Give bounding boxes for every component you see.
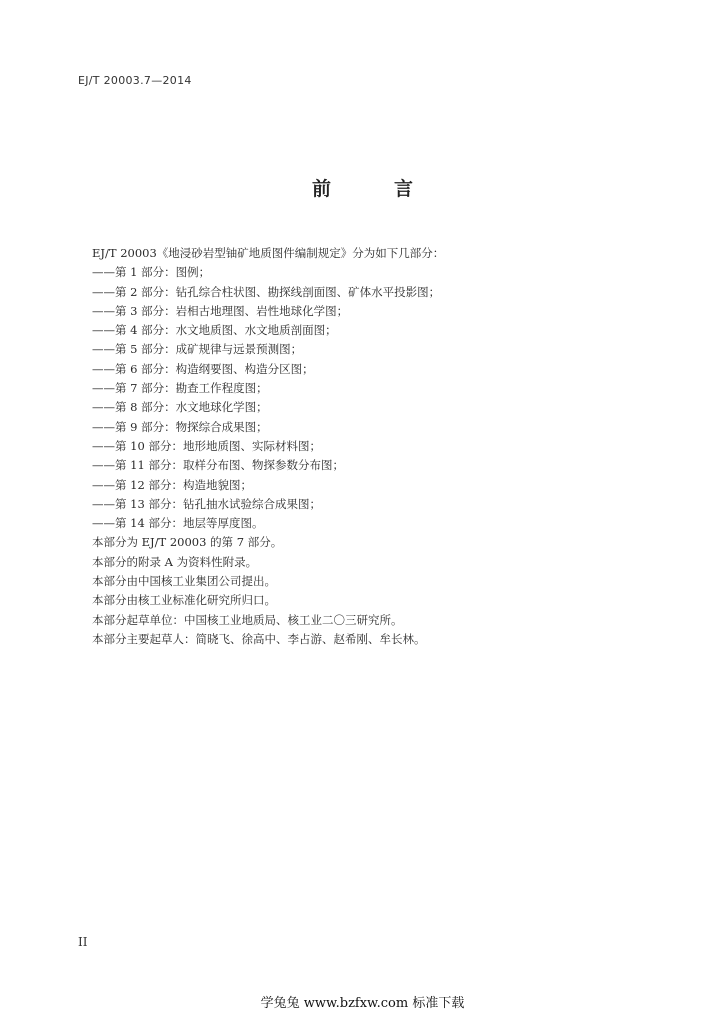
list-item: ——第 11 部分：取样分布图、物探参数分布图； [92, 458, 344, 473]
note-line: 本部分主要起草人：简晓飞、徐高中、李占游、赵希刚、牟长林。 [92, 631, 426, 646]
list-item: ——第 4 部分：水文地质图、水文地质剖面图； [92, 323, 337, 338]
note-line: 本部分起草单位：中国核工业地质局、核工业二〇三研究所。 [92, 612, 403, 627]
note-line: 本部分由核工业标准化研究所归口。 [92, 593, 276, 608]
list-item: ——第 1 部分：图例； [92, 265, 211, 280]
notes-list [92, 533, 652, 649]
note-line: 本部分由中国核工业集团公司提出。 [92, 574, 276, 589]
list-item: ——第 3 部分：岩相古地理图、岩性地球化学图； [92, 303, 349, 318]
list-item: ——第 10 部分：地形地质图、实际材料图； [92, 438, 321, 453]
list-item: ——第 12 部分：构造地貌图； [92, 477, 252, 492]
parts-list [92, 263, 652, 533]
list-item: ——第 6 部分：构造纲要图、构造分区图； [92, 361, 314, 376]
list-item: ——第 2 部分：钻孔综合柱状图、勘探线剖面图、矿体水平投影图； [92, 284, 441, 299]
footer-watermark: 学兔兔 www.bzfxw.com 标准下载 [260, 996, 465, 1011]
intro-paragraph: EJ/T 20003《地浸砂岩型铀矿地质图件编制规定》分为如下几部分： [92, 246, 445, 260]
standard-code: EJ/T 20003.7—2014 [78, 74, 192, 87]
note-line: 本部分的附录 A 为资料性附录。 [92, 554, 258, 569]
page-title: 前 言 [311, 178, 435, 200]
list-item: ——第 13 部分：钻孔抽水试验综合成果图； [92, 496, 321, 511]
list-item: ——第 7 部分：勘查工作程度图； [92, 381, 268, 396]
note-line: 本部分为 EJ/T 20003 的第 7 部分。 [92, 535, 283, 550]
foreword-body [92, 244, 652, 649]
list-item: ——第 9 部分：物探综合成果图； [92, 419, 268, 434]
list-item: ——第 14 部分：地层等厚度图。 [92, 516, 264, 531]
list-item: ——第 5 部分：成矿规律与远景预测图； [92, 342, 303, 357]
list-item: ——第 8 部分：水文地球化学图； [92, 400, 268, 415]
page-number: II [78, 935, 88, 949]
